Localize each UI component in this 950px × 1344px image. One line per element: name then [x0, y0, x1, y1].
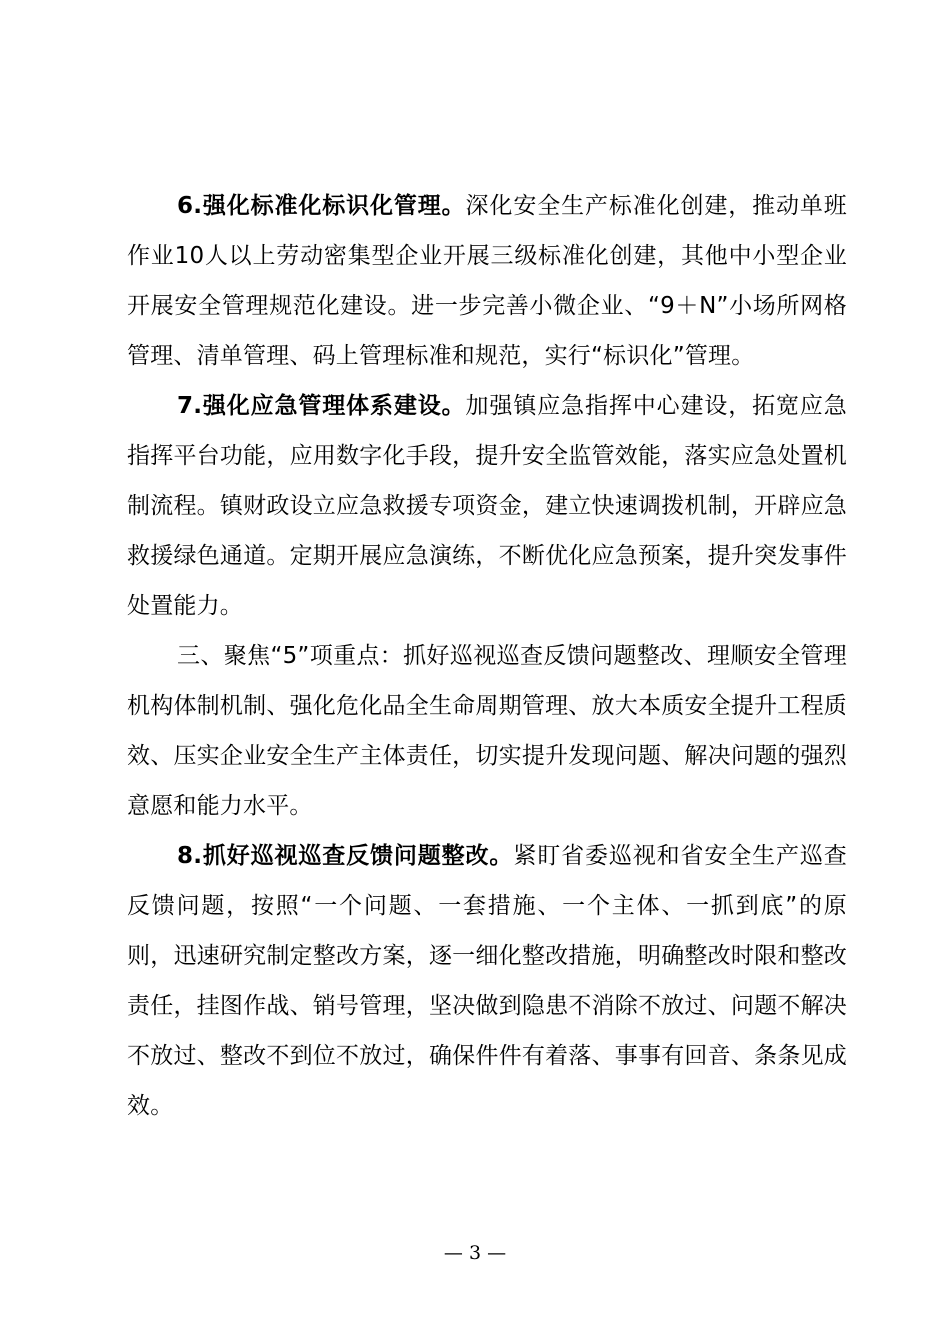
paragraph-heading: 7.强化应急管理体系建设。: [177, 393, 466, 419]
paragraph-8: [127, 831, 847, 1131]
paragraph-text: 深化安全生产标准化创建，推动单班作业10人以上劳动密集型企业开展三级标准化创建，其他中小型企业开展安全管理规范化建设。进一步完善小微企业、“9＋N”小场所网格管理、清单管理、码上管理标准和规范，实行“标识化”管理。: [127, 193, 847, 369]
page-number: — 3 —: [443, 1242, 507, 1264]
paragraph-7: [127, 381, 847, 631]
paragraph-heading: 6.强化标准化标识化管理。: [177, 193, 466, 219]
paragraph-6: [127, 181, 847, 381]
body-text: [127, 181, 847, 1131]
paragraph-text: 紧盯省委巡视和省安全生产巡查反馈问题，按照“一个问题、一套措施、一个主体、一抓到底”的原则，迅速研究制定整改方案，逐一细化整改措施，明确整改时限和整改责任，挂图作战、销号管理，坚决做到隐患不消除不放过、问题不解决不放过、整改不到位不放过，确保件件有着落、事事有回音、条条见成效。: [127, 843, 847, 1119]
section-three: [127, 631, 847, 831]
paragraph-heading: 8.抓好巡视巡查反馈问题整改。: [177, 843, 514, 869]
paragraph-text: 三、聚焦“5”项重点：抓好巡视巡查反馈问题整改、理顺安全管理机构体制机制、强化危化品全生命周期管理、放大本质安全提升工程质效、压实企业安全生产主体责任，切实提升发现问题、解决问题的强烈意愿和能力水平。: [127, 643, 847, 819]
paragraph-text: 加强镇应急指挥中心建设，拓宽应急指挥平台功能，应用数字化手段，提升安全监管效能，落实应急处置机制流程。镇财政设立应急救援专项资金，建立快速调拨机制，开辟应急救援绿色通道。定期开展应急演练，不断优化应急预案，提升突发事件处置能力。: [127, 393, 847, 619]
